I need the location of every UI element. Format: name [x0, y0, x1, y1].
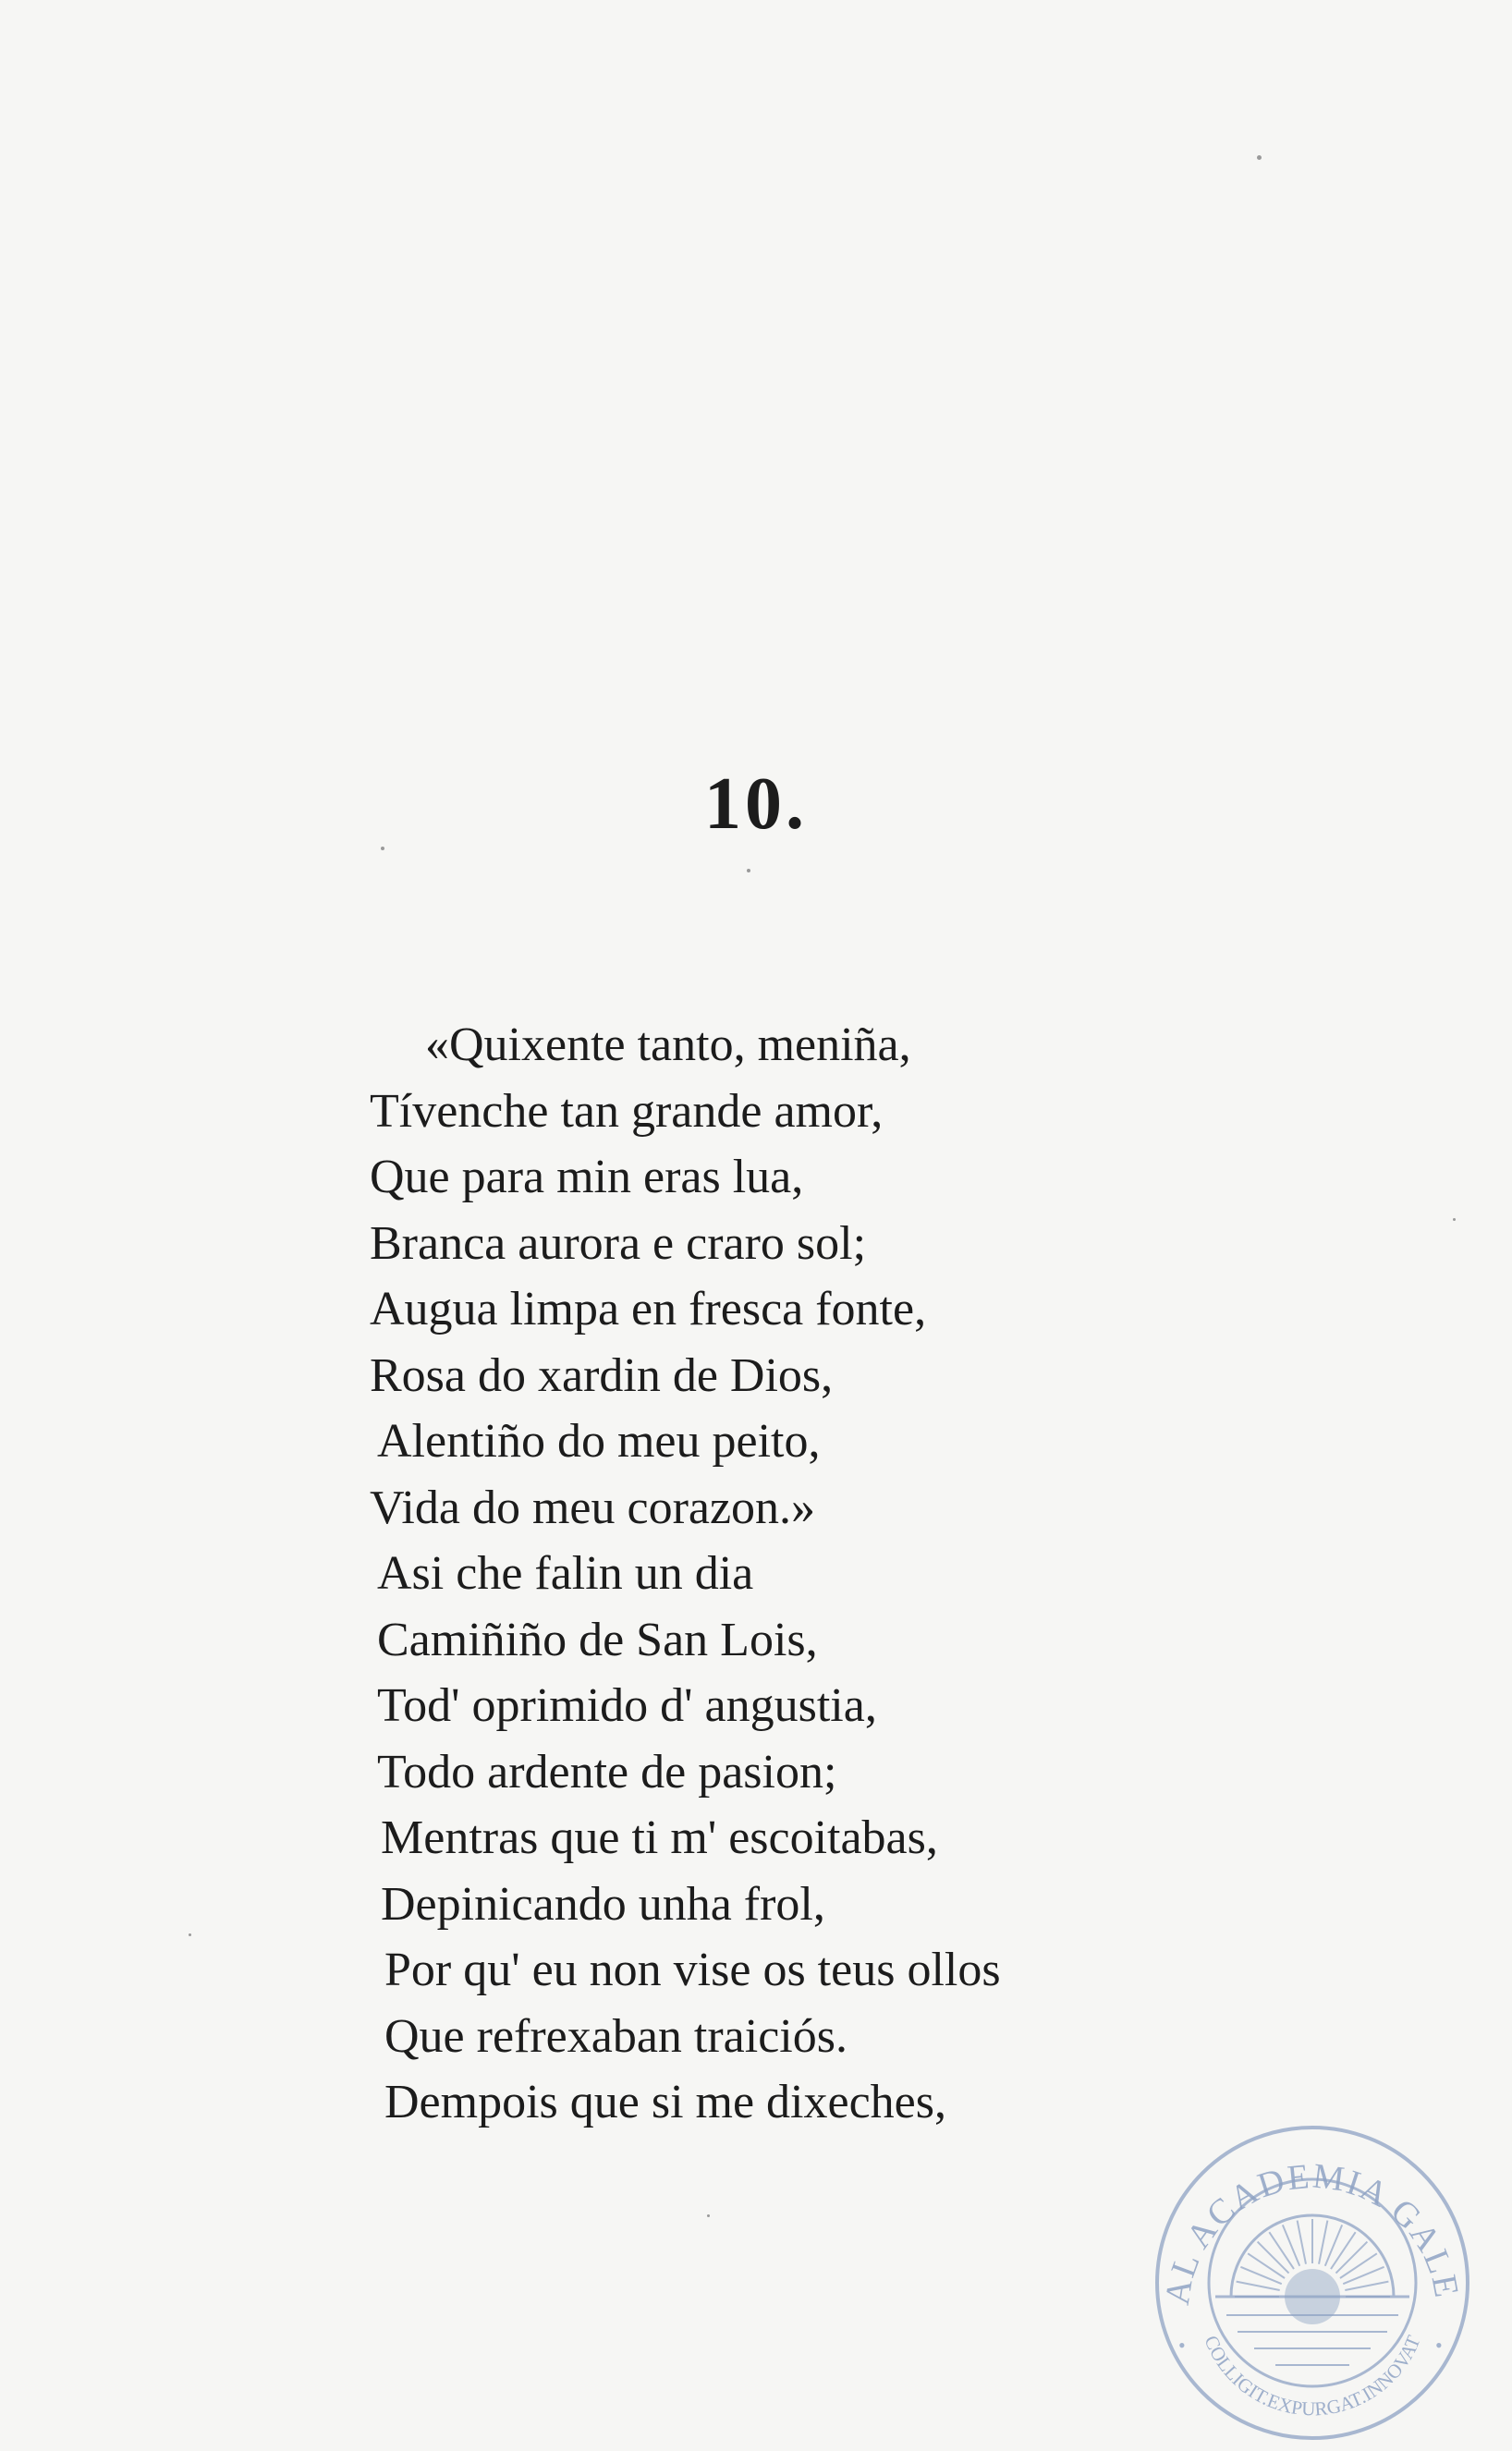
stamp-seal-icon	[1151, 2121, 1474, 2445]
print-speck	[707, 2214, 710, 2217]
svg-text:•: •	[1178, 2334, 1186, 2357]
verse-line: Por qu' eu non vise os teus ollos	[384, 1944, 1001, 1996]
poem-verses	[370, 1012, 1201, 2136]
print-speck	[189, 1933, 191, 1936]
print-speck	[747, 869, 750, 872]
verse-line: Alentiño do meu peito,	[377, 1415, 821, 1468]
verse-line: Depinicando unha frol,	[381, 1877, 825, 1931]
verse-line: Branca aurora e craro sol;	[370, 1216, 867, 1270]
verse-line: Tod' oprimido d' angustia,	[377, 1679, 877, 1732]
verse-line: Rosa do xardin de Dios,	[370, 1348, 834, 1402]
verse-line: Mentras que ti m' escoitabas,	[381, 1811, 938, 1864]
verse-line: Dempois que si me dixeches,	[384, 2076, 946, 2128]
poem-number: 10.	[704, 763, 808, 845]
svg-text:REAL ACADEMIA GALEGA: AL ACADEMIA GALE	[1157, 2156, 1467, 2308]
verse-line: Camiñiño de San Lois,	[377, 1613, 818, 1666]
verse-line: Asi che falin un dia	[377, 1547, 754, 1600]
print-speck	[1257, 155, 1262, 160]
library-stamp	[1151, 2121, 1474, 2445]
verse-line: Que para min eras lua,	[370, 1151, 804, 1203]
svg-text:COLLIGIT.EXPURGAT.INNOVAT: COLLIGIT.EXPURGAT.INNOVAT	[1200, 2332, 1425, 2421]
print-speck	[381, 847, 384, 850]
verse-line: Que refrexaban traiciós.	[384, 2009, 847, 2063]
verse-line: Tívenche tan grande amor,	[370, 1084, 884, 1138]
verse-line: «Quixente tanto, meniña,	[425, 1018, 911, 1071]
print-speck	[1453, 1218, 1456, 1221]
svg-text:•: •	[1435, 2334, 1443, 2357]
verse-line: Augua limpa en fresca fonte,	[370, 1283, 927, 1335]
verse-line: Vida do meu corazon.»	[370, 1481, 816, 1534]
verse-line: Todo ardente de pasion;	[377, 1745, 837, 1799]
